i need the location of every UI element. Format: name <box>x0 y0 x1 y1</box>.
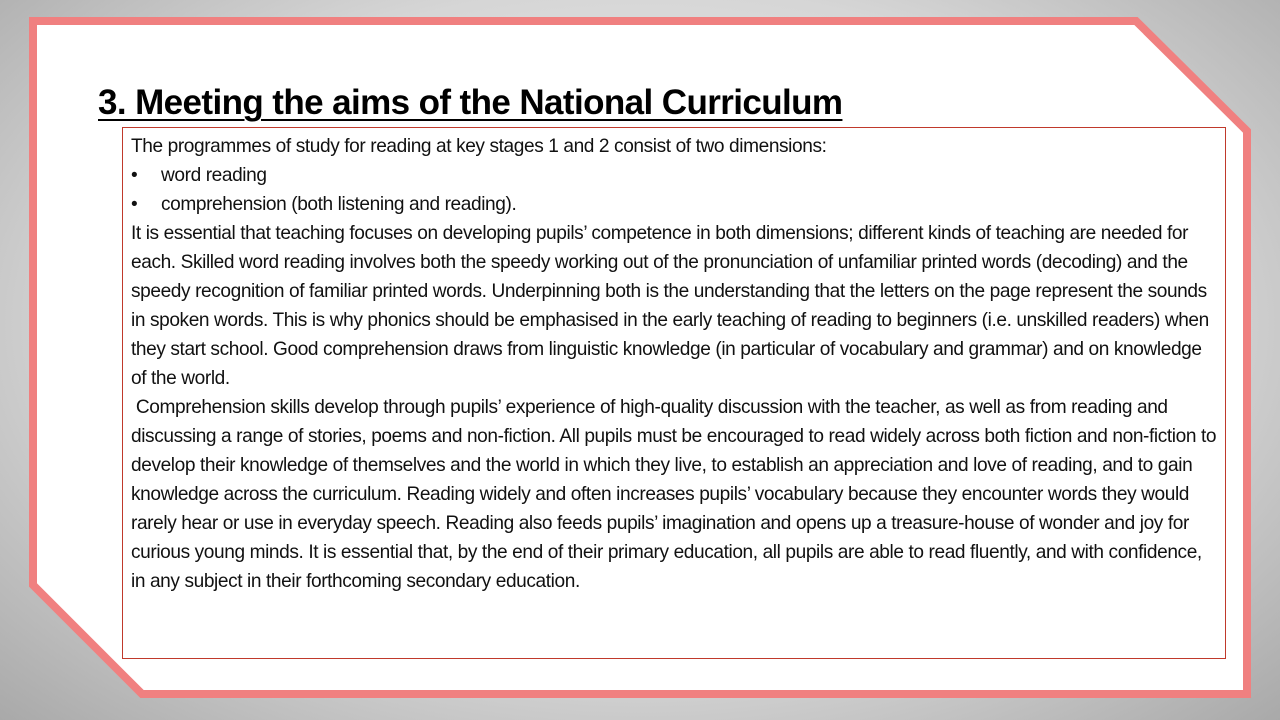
content-text-box <box>122 127 1226 659</box>
slide-title: 3. Meeting the aims of the National Curriculum <box>98 83 843 122</box>
paragraph-word-reading: It is essential that teaching focuses on developing pupils’ competence in both dimensions; different kinds of teaching are needed for each. Skilled word reading involves both the speedy working out of the pronunciation of unfamiliar printed words (decoding) and the speedy recognition of familiar printed words. Underpinning both is the understanding that the letters on the page represent the sounds in spoken words. This is why phonics should be emphasised in the early teaching of reading to beginners (i.e. unskilled readers) when they start school. Good comprehension draws from linguistic knowledge (in particular of vocabulary and grammar) and on knowledge of the world. <box>131 223 1209 389</box>
bullet-icon: • <box>131 194 138 215</box>
bullet-icon: • <box>131 165 138 186</box>
bullet-label: word reading <box>161 165 267 186</box>
intro-text: The programmes of study for reading at key stages 1 and 2 consist of two dimensions: <box>131 136 827 157</box>
bullet-item-word-reading <box>131 161 1217 190</box>
bullet-item-comprehension <box>131 190 1217 219</box>
paragraph-comprehension: Comprehension skills develop through pupils’ experience of high-quality discussion with the teacher, as well as from reading and discussing a range of stories, poems and non-fiction. All pupils must be encouraged to read widely across both fiction and non-fiction to develop their knowledge of themselves and the world in which they live, to establish an appreciation and love of reading, and to gain knowledge across the curriculum. Reading widely and often increases pupils’ vocabulary because they encounter words they would rarely hear or use in everyday speech. Reading also feeds pupils’ imagination and opens up a treasure-house of wonder and joy for curious young minds. It is essential that, by the end of their primary education, all pupils are able to read fluently, and with confidence, in any subject in their forthcoming secondary education. <box>131 397 1222 592</box>
bullet-label: comprehension (both listening and reading). <box>161 194 517 215</box>
